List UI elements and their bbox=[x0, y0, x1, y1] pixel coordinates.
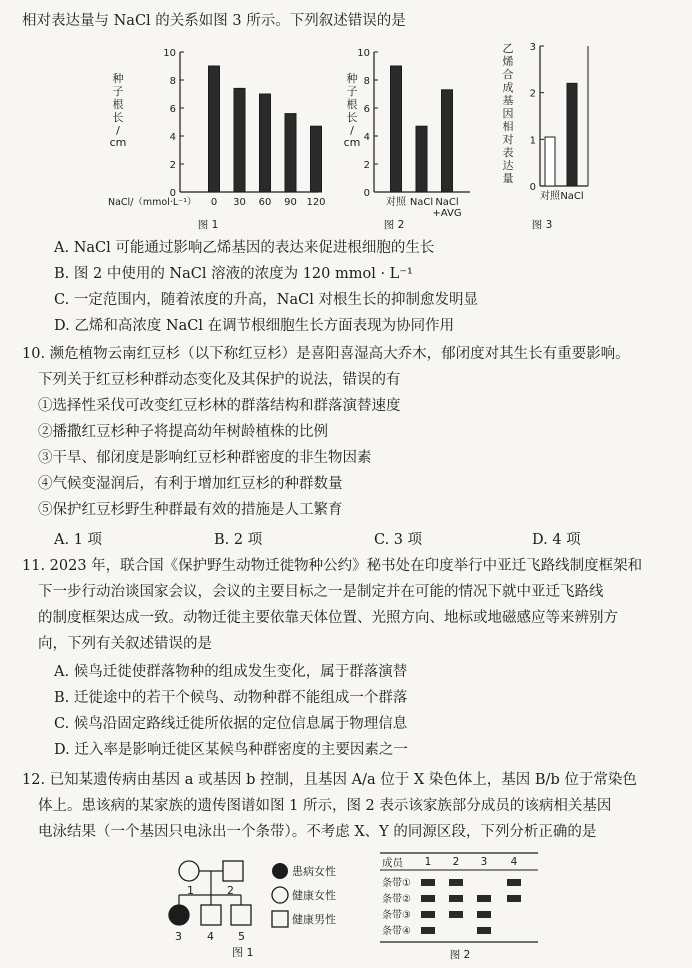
gel-band bbox=[507, 879, 521, 886]
q11-stem-line-4: 向，下列有关叙述错误的是 bbox=[38, 636, 212, 652]
pedigree-member-2 bbox=[223, 861, 243, 881]
figure-caption: 图 1 bbox=[197, 219, 219, 230]
y-tick-label: 2 bbox=[363, 160, 370, 171]
x-tick-label: NaCl bbox=[409, 197, 434, 208]
gel-band bbox=[477, 927, 491, 934]
pedigree-label-1: 1 bbox=[187, 884, 194, 897]
q10-option-d: D. 4 项 bbox=[532, 532, 581, 548]
pedigree-diagram bbox=[160, 852, 380, 964]
q9-option-c: C. 一定范围内，随着浓度的升高，NaCl 对根生长的抑制愈发明显 bbox=[54, 292, 478, 308]
gel-band bbox=[449, 911, 463, 918]
legend-affected-female: 患病女性 bbox=[292, 865, 336, 878]
chart-figure-1 bbox=[108, 40, 328, 230]
gel-band bbox=[449, 879, 463, 886]
x-tick-label: 120 bbox=[306, 197, 326, 208]
bar bbox=[442, 90, 453, 192]
q9-option-a: A. NaCl 可能通过影响乙烯基因的表达来促进根细胞的生长 bbox=[54, 240, 435, 256]
q11-stem-line-3: 的制度框架达成一致。动物迁徙主要依靠天体位置、光照方向、地标或地磁感应等来辨别方 bbox=[38, 610, 618, 626]
bar bbox=[260, 94, 271, 192]
y-tick-label: 6 bbox=[363, 104, 370, 115]
gel-band bbox=[421, 911, 435, 918]
q11-stem-line-2: 下一步行动治谈国家会议，会议的主要目标之一是制定并在可能的情况下就中亚迁飞路线 bbox=[38, 584, 604, 600]
y-tick-label: 10 bbox=[163, 48, 176, 59]
gel-band bbox=[421, 879, 435, 886]
gel-caption: 图 2 bbox=[449, 949, 471, 961]
y-tick-label: 8 bbox=[169, 76, 176, 87]
y-tick-label: 3 bbox=[529, 42, 536, 53]
legend-healthy-female: 健康女性 bbox=[292, 889, 336, 902]
chart-figure-3 bbox=[500, 34, 590, 230]
x-tick-label: 30 bbox=[233, 197, 246, 208]
x-tick-label: 对照 bbox=[386, 197, 406, 208]
legend-healthy-female-icon bbox=[272, 887, 288, 903]
gel-header: 成员 bbox=[382, 857, 403, 869]
gel-member-label: 3 bbox=[480, 856, 488, 868]
pedigree-member-1 bbox=[179, 861, 199, 881]
q9-option-b: B. 图 2 中使用的 NaCl 溶液的浓度为 120 mmol · L⁻¹ bbox=[54, 266, 413, 282]
pedigree-member-5 bbox=[231, 905, 251, 925]
y-tick-label: 0 bbox=[529, 182, 536, 193]
pedigree-label-2: 2 bbox=[227, 884, 234, 897]
gel-electrophoresis-table bbox=[380, 850, 540, 964]
bar bbox=[209, 66, 220, 192]
q10-item-5: ⑤保护红豆杉野生种群最有效的措施是人工繁育 bbox=[38, 502, 343, 518]
legend-healthy-male: 健康男性 bbox=[292, 913, 336, 926]
gel-member-label: 1 bbox=[424, 856, 432, 868]
gel-member-label: 2 bbox=[452, 856, 460, 868]
q10-item-1: ①选择性采伐可改变红豆杉林的群落结构和群落演替速度 bbox=[38, 398, 401, 414]
gel-band bbox=[449, 895, 463, 902]
pedigree-member-4 bbox=[201, 905, 221, 925]
q11-option-b: B. 迁徙途中的若干个候鸟、动物种群不能组成一个群落 bbox=[54, 690, 408, 706]
question-intro: 相对表达量与 NaCl 的关系如图 3 所示。下列叙述错误的是 bbox=[22, 13, 406, 29]
gel-band bbox=[477, 911, 491, 918]
x-tick-label: 对照 bbox=[540, 191, 560, 202]
y-tick-label: 0 bbox=[169, 188, 176, 199]
gel-band-label: 条带② bbox=[382, 894, 411, 905]
gel-band bbox=[421, 895, 435, 902]
q11-stem-line-1: 11. 2023 年，联合国《保护野生动物迁徙物种公约》秘书处在印度举行中亚迁飞路线制度框架和 bbox=[22, 558, 643, 574]
q10-option-a: A. 1 项 bbox=[54, 532, 103, 548]
gel-band-label: 条带④ bbox=[382, 926, 411, 937]
bar bbox=[234, 88, 245, 192]
chart-figure-2 bbox=[344, 40, 474, 230]
y-axis-label: 种子根长/ cm bbox=[344, 72, 361, 149]
y-tick-label: 0 bbox=[363, 188, 370, 199]
y-tick-label: 4 bbox=[169, 132, 176, 143]
pedigree-label-3: 3 bbox=[175, 930, 182, 943]
bar bbox=[567, 83, 577, 186]
pedigree-member-3 bbox=[169, 905, 189, 925]
x-tick-label: 90 bbox=[284, 197, 297, 208]
gel-member-label: 4 bbox=[510, 856, 518, 868]
bar bbox=[285, 114, 296, 192]
bar bbox=[391, 66, 402, 192]
q12-stem-line-2: 体上。患该病的某家族的遗传图谱如图 1 所示，图 2 表示该家族部分成员的该病相关基因 bbox=[38, 798, 612, 814]
y-tick-label: 2 bbox=[169, 160, 176, 171]
pedigree-caption: 图 1 bbox=[232, 946, 254, 959]
q10-option-c: C. 3 项 bbox=[374, 532, 423, 548]
y-axis-label: 乙烯合成基因相对表达量 bbox=[502, 42, 514, 185]
q10-item-4: ④气候变湿润后，有利于增加红豆杉的种群数量 bbox=[38, 476, 343, 492]
q10-item-2: ②播撒红豆杉种子将提高幼年树龄植株的比例 bbox=[38, 424, 328, 440]
q11-option-a: A. 候鸟迁徙使群落物种的组成发生变化，属于群落演替 bbox=[54, 664, 408, 680]
gel-band-label: 条带③ bbox=[382, 910, 411, 921]
q10-stem-line-1: 10. 濒危植物云南红豆杉（以下称红豆杉）是喜阳喜湿高大乔木，郁闭度对其生长有重要影响。 bbox=[22, 346, 630, 362]
q10-item-3: ③干旱、郁闭度是影响红豆杉种群密度的非生物因素 bbox=[38, 450, 372, 466]
q12-stem-line-1: 12. 已知某遗传病由基因 a 或基因 b 控制，且基因 A/a 位于 X 染色体上，基因 B/b 位于常染色 bbox=[22, 772, 637, 788]
legend-affected-female-icon bbox=[272, 863, 288, 879]
gel-band-label: 条带① bbox=[382, 878, 411, 889]
y-tick-label: 10 bbox=[357, 48, 370, 59]
pedigree-label-4: 4 bbox=[207, 930, 214, 943]
bar bbox=[416, 126, 427, 192]
legend-healthy-male-icon bbox=[272, 911, 288, 927]
q10-stem-line-2: 下列关于红豆杉种群动态变化及其保护的说法，错误的有 bbox=[38, 372, 401, 388]
pedigree-label-5: 5 bbox=[238, 930, 245, 943]
q11-option-c: C. 候鸟沿固定路线迁徙所依据的定位信息属于物理信息 bbox=[54, 716, 408, 732]
y-tick-label: 6 bbox=[169, 104, 176, 115]
y-axis-label: 种子根长/ cm bbox=[109, 72, 127, 149]
q11-option-d: D. 迁入率是影响迁徙区某候鸟种群密度的主要因素之一 bbox=[54, 742, 408, 758]
y-tick-label: 2 bbox=[529, 88, 536, 100]
gel-band bbox=[507, 895, 521, 902]
q12-stem-line-3: 电泳结果（一个基因只电泳出一个条带）。不考虑 X、Y 的同源区段，下列分析正确的是 bbox=[38, 824, 597, 840]
figure-caption: 图 2 bbox=[383, 219, 405, 230]
bar bbox=[311, 126, 322, 192]
y-tick-label: 1 bbox=[529, 135, 536, 147]
bar bbox=[545, 137, 555, 186]
gel-band bbox=[477, 895, 491, 902]
figure-caption: 图 3 bbox=[531, 219, 553, 230]
x-tick-label: 0 bbox=[210, 197, 218, 208]
y-tick-label: 4 bbox=[363, 132, 370, 143]
x-tick-label: NaCl +AVG bbox=[432, 197, 462, 219]
q9-option-d: D. 乙烯和高浓度 NaCl 在调节根细胞生长方面表现为协同作用 bbox=[54, 318, 455, 334]
x-axis-label: NaCl/（mmol·L⁻¹） bbox=[108, 197, 197, 208]
gel-band bbox=[421, 927, 435, 934]
x-tick-label: 60 bbox=[258, 197, 272, 208]
x-tick-label: NaCl bbox=[560, 191, 584, 202]
q10-option-b: B. 2 项 bbox=[214, 532, 263, 548]
y-tick-label: 8 bbox=[363, 76, 370, 87]
